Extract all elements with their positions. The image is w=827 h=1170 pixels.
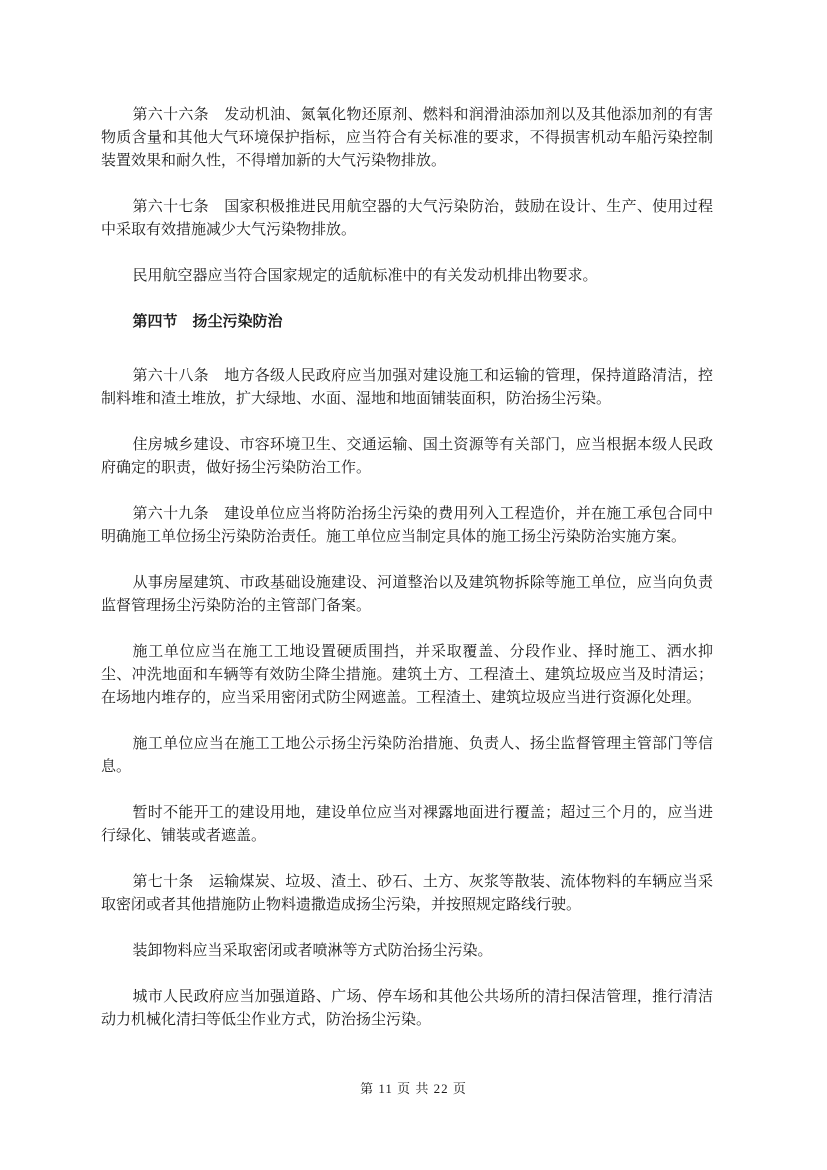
paragraph-article-69-cont-1: 从事房屋建筑、市政基础设施建设、河道整治以及建筑物拆除等施工单位，应当向负责监督管理扬尘污染防治的主管部门备案。 [101,575,713,614]
paragraph-article-70-cont-1: 装卸物料应当采取密闭或者喷淋等方式防治扬尘污染。 [132,943,493,959]
document-body [101,104,713,1055]
paragraph-article-70: 第七十条 运输煤炭、垃圾、渣土、砂石、土方、灰浆等散装、流体物料的车辆应当采取密闭或者其他措施防止物料遗撒造成扬尘污染，并按照规定路线行驶。 [101,874,713,913]
paragraph-article-69-cont-4: 暂时不能开工的建设用地，建设单位应当对裸露地面进行覆盖；超过三个月的，应当进行绿化、铺装或者遮盖。 [101,805,713,844]
paragraph-article-69-cont-3: 施工单位应当在施工工地公示扬尘污染防治措施、负责人、扬尘监督管理主管部门等信息。 [101,736,713,775]
paragraph-article-67-cont: 民用航空器应当符合国家规定的适航标准中的有关发动机排出物要求。 [132,268,598,284]
paragraph-article-69: 第六十九条 建设单位应当将防治扬尘污染的费用列入工程造价，并在施工承包合同中明确施工单位扬尘污染防治责任。施工单位应当制定具体的施工扬尘污染防治实施方案。 [101,506,713,545]
paragraph-article-68-cont: 住房城乡建设、市容环境卫生、交通运输、国土资源等有关部门，应当根据本级人民政府确定的职责，做好扬尘污染防治工作。 [101,437,713,476]
paragraph-article-69-cont-2: 施工单位应当在施工工地设置硬质围挡，并采取覆盖、分段作业、择时施工、洒水抑尘、冲洗地面和车辆等有效防尘降尘措施。建筑土方、工程渣土、建筑垃圾应当及时清运；在场地内堆存的，应当采用密闭式防尘网遮盖。工程渣土、建筑垃圾应当进行资源化处理。 [101,644,713,706]
paragraph-article-67: 第六十七条 国家积极推进民用航空器的大气污染防治，鼓励在设计、生产、使用过程中采取有效措施减少大气污染物排放。 [101,199,713,238]
paragraph-article-68: 第六十八条 地方各级人民政府应当加强对建设施工和运输的管理，保持道路清洁，控制料堆和渣土堆放，扩大绿地、水面、湿地和地面铺装面积，防治扬尘污染。 [101,368,713,407]
paragraph-article-70-cont-2: 城市人民政府应当加强道路、广场、停车场和其他公共场所的清扫保洁管理，推行清洁动力机械化清扫等低尘作业方式，防治扬尘污染。 [101,989,713,1028]
section-heading-4: 第四节 扬尘污染防治 [132,314,283,330]
page-footer: 第 11 页 共 22 页 [360,1081,467,1096]
paragraph-article-66: 第六十六条 发动机油、氮氧化物还原剂、燃料和润滑油添加剂以及其他添加剂的有害物质含量和其他大气环境保护指标，应当符合有关标准的要求，不得损害机动车船污染控制装置效果和耐久性，不得增加新的大气污染物排放。 [101,107,713,169]
